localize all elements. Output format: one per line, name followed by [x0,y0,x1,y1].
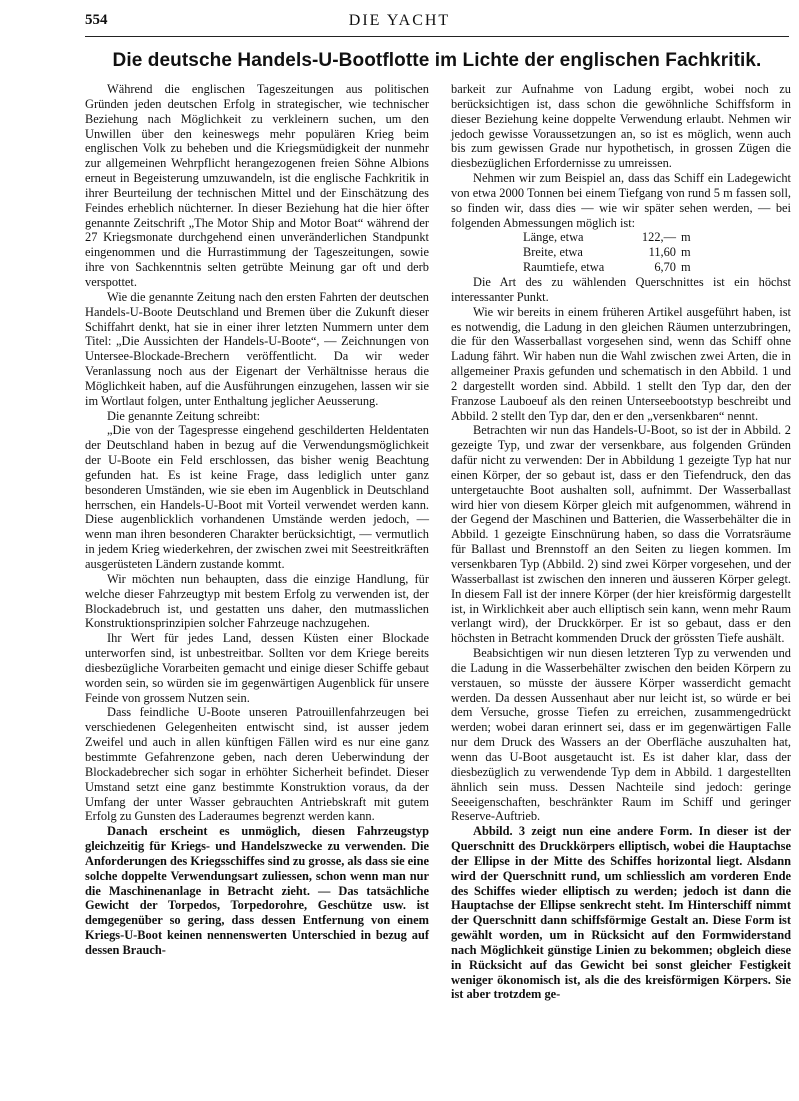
paragraph: Die genannte Zeitung schreibt: [107,408,261,423]
paragraph: „Die von der Tagespresse eingehend geschilderten Heldentaten der Deutschland haben in bezug auf die Verwendungsmöglichkeit der U-Boote ein Feld erschlossen, das bisher wenig Beachtung gefunden hat. Es ist keine Frage, dass lediglich unter ganz besonderen Umständen, wie sie eben im Augenblick in Deutschland herrschen, ein Handels-U-Boot mit Vorteil verwendet werden kann. Diese augenblicklich vorhandenen Umstände werden jedoch, — wenn man ihren besonderen Charakter berücksichtigt, — vermutlich in jedem Krieg wiederkehren, der zwischen zwei mit Seestreitkräften ausgerüsteten Ländern zustande kommt. [85,423,429,571]
paragraph: Nehmen wir zum Beispiel an, dass das Schiff ein Ladegewicht von etwa 2000 Tonnen bei einem Tiefgang von rund 5 m fassen soll, so finden wir, dass dies — wie wir später sehen werden, — bei folgenden Abmessungen möglich ist: [451,171,791,230]
article-title: Die deutsche Handels-U-Bootflotte im Lichte der englischen Fachkritik. [112,50,762,71]
dimension-unit: m [681,230,691,245]
table-row [523,245,691,260]
running-head: DIE YACHT [348,12,451,29]
dimension-label: Länge, etwa [523,230,584,245]
dimension-value: 122,— [641,230,676,245]
paragraph: Wie die genannte Zeitung nach den ersten Fahrten der deutschen Handels-U-Boote Deutschland und Bremen über die Zukunft dieser Schiffahrt denkt, hat sie in einer ihrer letzten Nummern unter dem Titel: „Die Aussichten der Handels-U-Boote“, — Zeichnungen von Untersee-Blockade-Brechern veröffentlicht. Da wir weder Veranlassung noch aus der Eigenart der Verhältnisse heraus die Möglichkeit haben, auf die Ausführungen einzugehen, lassen wir sie im Wortlaut folgen, unter Enthaltung jeglicher Aeusserung. [85,289,429,408]
paragraph: Während die englischen Tageszeitungen aus politischen Gründen jeden deutschen Erfolg in strategischer, wie technischer Beziehung nach Möglichkeit zu verkleinern suchen, um den Unwillen über den keineswegs mehr populären Krieg beim englischen Volk zu beheben und die Kriegsmüdigkeit der nunmehr zur allgemeinen Wehrpflicht herangezogenen freien Söhne Albions erneut in Begeisterung umzuwandeln, ist die englische Fachkritik in ihrer Beurteilung der technischen Mittel und der Einschätzung des Feindes erheblich nüchterner. In dieser Beziehung hat die hier öfter genannte Zeitschrift „The Motor Ship and Motor Boat“ während der 27 Kriegsmonate durchgehend einen unveränderlichen Standpunkt eingenommen und die Hurrastimmung der Tageszeitungen, sowie ihre von Sachkenntnis selten getrübte Meinung gar oft und derb verspottet. [85,82,429,289]
dimension-unit: m [681,260,691,275]
paragraph: Danach erscheint es unmöglich, diesen Fahrzeugstyp gleichzeitig für Kriegs- und Handelszwecke zu verwenden. Die Anforderungen des Kriegsschiffes sind zu grosse, als dass sie eine solche doppelte Verwendungsart zuliessen, schon wenn man nur die Maschinenanlage in Betracht zieht. — Das tatsächliche Gewicht der Torpedos, Torpedorohre, Geschütze usw. ist demgegenüber so gering, dass dessen Entfernung von einem Kriegs-U-Boot keinen nennenswerten Unterschied in bezug auf dessen Brauch- [85,824,429,957]
right-column [451,82,791,1002]
page-number: 554 [85,12,108,28]
paragraph: Betrachten wir nun das Handels-U-Boot, so ist der in Abbild. 2 gezeigte Typ, und zwar der versenkbare, aus folgenden Gründen dafür nicht zu verwenden: Der in Abbildung 1 gezeigte Typ hat nur einen Körper, der so gebaut ist, dass er den Tiefendruck, den das untergetauchte Boot aushalten soll, aufnimmt. Der Wasserballast wird hier von diesem Körper gleich mit aufgenommen, während in der Gegend der Maschinen und Batterien, die Wasserbehälter die in Abbild. 1 gezeigte Einschnürung haben, so dass die Vorratsräume für Ballast und Brennstoff an den Seiten zu liegen kommen. Im versenkbaren Typ (Abbild. 2) sind zwei Körper vorgesehen, und der Wasserballast ist zwischen den inneren und äusseren Körper gelegt. In diesem Fall ist der innere Körper (der hier kreisförmig dargestellt ist, in Wirklichkeit aber auch elliptisch sein kann, wenn mehr Raum verlangt wird), der Druckkörper. Er ist so gebaut, dass er den höchsten in Betracht kommenden Druck der grössten Tiefe aushält. [451,423,791,646]
dimension-label: Raumtiefe, etwa [523,260,605,275]
paragraph: Abbild. 3 zeigt nun eine andere Form. In dieser ist der Querschnitt des Druckkörpers elliptisch, wobei die Hauptachse der Ellipse in der Mitte des Schiffes horizontal liegt. Alsdann wird der Querschnitt rund, um schliesslich am vorderen Ende des Schiffes wieder elliptisch zu werden; jedoch ist dann die Hauptachse der Ellipse senkrecht steht. Im Hinterschiff nimmt der Querschnitt dann schiffsförmige Gestalt an. Diese Form ist gewählt worden, um in Rücksicht auf den Formwiderstand nach Möglichkeit günstige Linien zu bekommen; obgleich diese in Rücksicht auf das Gewicht bei sonst gleicher Festigkeit weniger ökonomisch ist, als die des kreisförmigen Körpers. Sie ist aber trotzdem ge- [451,824,791,1002]
left-column [85,82,429,958]
paragraph: Beabsichtigen wir nun diesen letzteren Typ zu verwenden und die Ladung in die Wasserbehälter zwischen den beiden Körpern zu verstauen, so müsste der äussere Körper wasserdicht gemacht werden. Da dessen Aussenhaut aber nur leicht ist, so würde er bei dem Versuche, grosse Tiefen zu erreichen, zusammengedrückt werden; wobei daran erinnert sei, dass er im gegenwärtigen Falle nur dem Druck des Wassers an der Oberfläche auszuhalten hat, wenn das U-Boot ausgetaucht ist. Es ist daher klar, dass der diesbezüglich zu verwendende Typ dem in Abbild. 1 dargestellten ähnlich sein muss. Dessen Nachteile sind jedoch: geringe Seeeigenschaften, beschränkter Raum im Schiff und geringer Reserve-Auftrieb. [451,646,791,824]
dimension-unit: m [681,245,691,260]
dimension-value: 6,70 [654,260,676,275]
dimension-value: 11,60 [648,245,676,260]
paragraph: Ihr Wert für jedes Land, dessen Küsten einer Blockade unterworfen sind, ist unbestreitbar. Sollten vor dem Kriege bereits diesbezügliche Vorarbeiten gemacht und einige dieser Schiffe gebaut worden sein, so würden sie im gegenwärtigen Augenblick für unsere Feinde von grossem Nutzen sein. [85,631,429,705]
paragraph: Wie wir bereits in einem früheren Artikel ausgeführt haben, ist es notwendig, die Ladung in den gleichen Räumen unterzubringen, die für den Wasserballast vorgesehen sind, wenn das Schiff ohne Ladung fährt. Wir haben nun die Wahl zwischen zwei Arten, die in allgemeiner Praxis gefunden und schematisch in den Abbild. 1 und 2 dargestellt worden sind. Abbild. 1 stellt den Typ dar, den der Franzose Lauboeuf als den reinen Unterseebootstyp beschreibt und Abbild. 2 stellt den Typ dar, den er den „versenkbaren“ nennt. [451,304,791,423]
table-row [523,260,691,275]
paragraph: barkeit zur Aufnahme von Ladung ergibt, wobei noch zu berücksichtigen ist, dass schon die gewöhnliche Schiffsform in dieser Beziehung keine doppelte Verwendung erlaubt. Nehmen wir jedoch gewisse Voraussetzungen an, so ist es möglich, wenn auch bis zum gewissen Grade nur hypothetisch, in grossen Zügen die diesbezüglichen Erfordernisse zu umreissen. [451,82,791,171]
header-divider [85,36,789,37]
paragraph: Dass feindliche U-Boote unseren Patrouillenfahrzeugen bei verschiedenen Gelegenheiten entwischt sind, ist ausser jedem Zweifel und auch in allen künftigen Fällen wird es nur eine ganz bestimmte Gefahrenzone geben, nach deren Ueberwindung der Blockadebrecher sich sogar in erhöhter Sicherheit befindet. Dieser Umstand setzt eine ganz bestimmte Konstruktion voraus, da der Umfang der unter Wasser gebrauchten Antriebskraft mit gutem Erfolg zu Gunsten des Laderaumes begrenzt werden kann. [85,705,429,824]
paragraph: Wir möchten nun behaupten, dass die einzige Handlung, für welche dieser Fahrzeugtyp mit bestem Erfolg zu verwenden ist, der Blockadebruch ist, und gestatten uns daher, den mutmasslichen Konstruktionsprinzipien solcher Fahrzeuge nachzugehen. [85,571,429,631]
paragraph: Die Art des zu wählenden Querschnittes ist ein höchst interessanter Punkt. [451,274,791,304]
table-row [523,230,691,245]
dimension-label: Breite, etwa [523,245,583,260]
dimensions-table [523,230,691,275]
